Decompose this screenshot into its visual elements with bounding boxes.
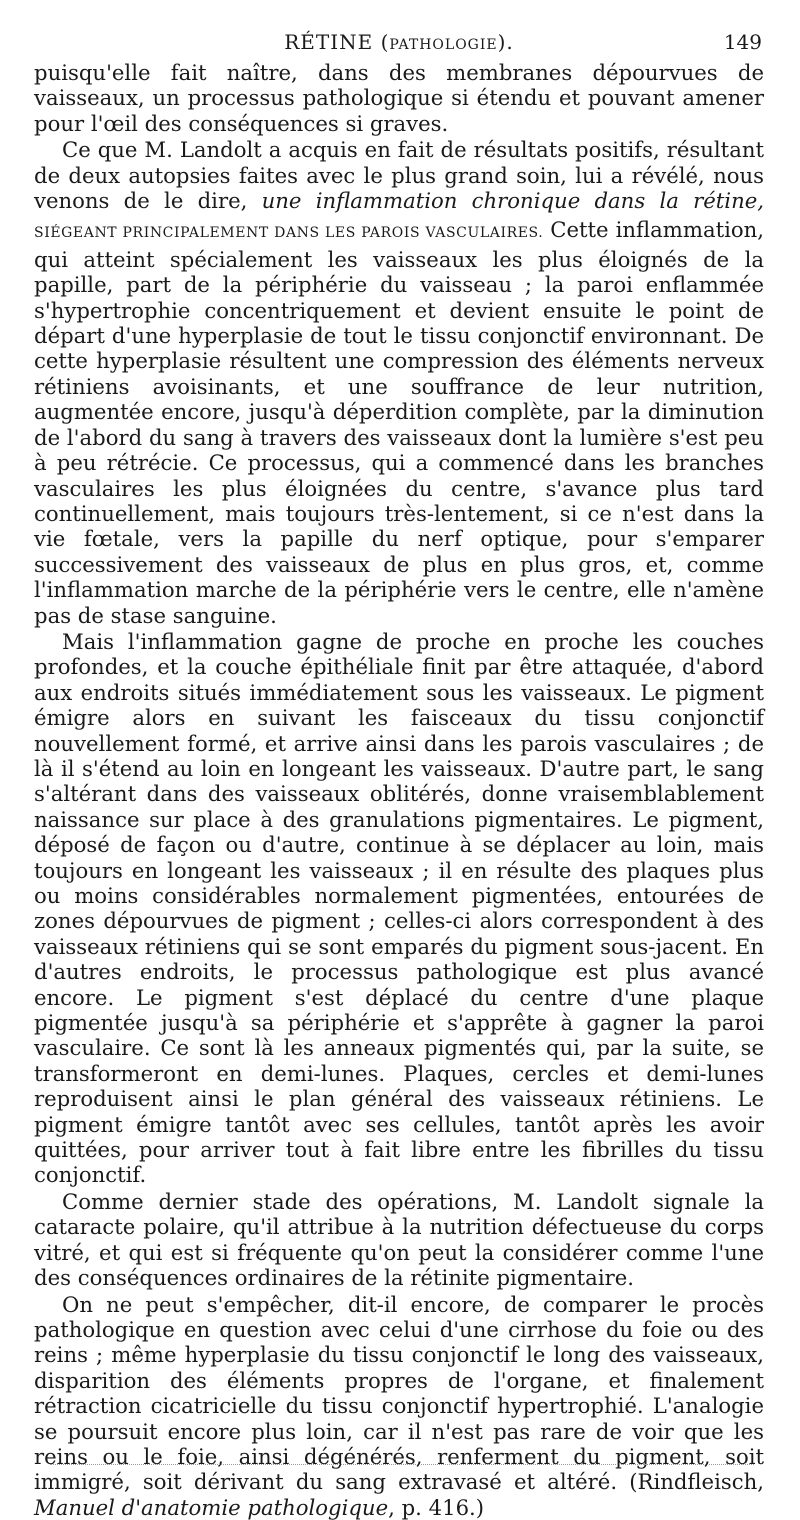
paragraph-2-text-b: Cette inflammation, qui atteint spécialement les vaisseaux les plus éloignés de la papille, part de la périphérie du vaisseau ; la paroi enflammée s'hypertrophie concentriquement et devient ensuite le point de départ d'une hyperplasie de tout le tissu conjonctif environnant. De cette hyperplasie résultent une compression des éléments nerveux rétiniens avoisinants, et une souffrance de leur nutrition, augmentée encore, jusqu'à déperdition complète, par la diminution de l'abord du sang à travers des vaisseaux dont la lumière s'est peu à peu rétrécie. Ce processus, qui a commencé dans les branches vasculaires les plus éloignées du centre, s'avance plus tard continuellement, mais toujours très-lentement, si ce n'est dans la vie fœtale, vers la papille du nerf optique, pour s'emparer successivement des vaisseaux de plus en plus gros, et, comme l'inflammation marche de la périphérie vers le centre, elle n'amène pas de stase sanguine. [34, 217, 764, 627]
page-header [34, 30, 764, 60]
paragraph-2 [34, 137, 764, 628]
bottom-rule [50, 1464, 754, 1465]
paragraph-4: Comme dernier stade des opérations, M. Landolt signale la cataracte polaire, qu'il attribue à la nutrition défectueuse du corps vitré, et qui est si fréquente qu'on peut la considérer comme l'une des conséquences ordinaires de la rétinite pigmentaire. [34, 1189, 764, 1291]
paragraph-3: Mais l'inflammation gagne de proche en proche les couches profondes, et la couche épithéliale finit par être attaquée, d'abord aux endroits situés immédiatement sous les vaisseaux. Le pigment émigre alors en suivant les faisceaux du tissu conjonctif nouvellement formé, et arrive ainsi dans les parois vasculaires ; de là il s'étend au loin en longeant les vaisseaux. D'autre part, le sang s'altérant dans des vaisseaux oblitérés, donne vraisemblablement naissance sur place à des granulations pigmentaires. Le pigment, déposé de façon ou d'autre, continue à se déplacer au loin, mais toujours en longeant les vaisseaux ; il en résulte des plaques plus ou moins considérables normalement pigmentées, entourées de zones dépourvues de pigment ; celles-ci alors correspondent à des vaisseaux rétiniens qui se sont emparés du pigment sous-jacent. En d'autres endroits, le processus pathologique est plus avancé encore. Le pigment s'est déplacé du centre d'une plaque pigmentée jusqu'à sa périphérie et s'apprête à gagner la paroi vasculaire. Ce sont là les anneaux pigmentés qui, par la suite, se transformeront en demi-lunes. Plaques, cercles et demi-lunes reproduisent ainsi le plan général des vaisseaux rétiniens. Le pigment émigre tantôt avec ses cellules, tantôt après les avoir quittées, pour arriver tout à fait libre entre les fibrilles du tissu conjonctif. [34, 629, 764, 1188]
paragraph-5-citation-page: , p. 416.) [388, 1495, 484, 1520]
page-number: 149 [724, 30, 762, 54]
running-head-small-caps: PATHOLOGIE [389, 37, 497, 53]
running-head-main: RÉTINE ( [284, 30, 389, 54]
paragraph-5-text: On ne peut s'empêcher, dit-il encore, de comparer le procès pathologique en question avec celui d'une cirrhose du foie ou des reins ; même hyperplasie du tissu conjonctif le long des vaisseaux, disparition des éléments propres de l'organe, et finalement rétraction cicatricielle du tissu conjonctif hypertrophié. L'analogie se poursuit encore plus loin, car il n'est pas rare de voir que les reins ou le foie, ainsi dégénérés, renferment du pigment, soit immigré, soit dérivant du sang extravasé et altéré. (Rindfleisch, [34, 1292, 764, 1495]
paragraph-5-citation-title: Manuel d'anatomie pathologique [34, 1495, 388, 1520]
paragraph-5 [34, 1292, 764, 1520]
paragraph-1: puisqu'elle fait naître, dans des membranes dépourvues de vaisseaux, un processus pathologique si étendu et pouvant amener pour l'œil des conséquences si graves. [34, 60, 764, 136]
paragraph-2-text-a: Ce que M. Landolt a acquis en fait de résultats positifs, résultant de deux autopsies faites avec le plus grand soin, lui a révélé, nous venons de le dire, [34, 137, 764, 213]
paragraph-2-small-caps: SIÉGEANT PRINCIPALEMENT DANS LES PAROIS VASCULAIRES. [34, 225, 543, 241]
paragraph-2-italic: une inflammation chronique dans la rétine, [262, 188, 764, 213]
body-text [34, 60, 764, 1520]
running-head [34, 30, 764, 54]
running-head-end: ). [498, 30, 514, 54]
